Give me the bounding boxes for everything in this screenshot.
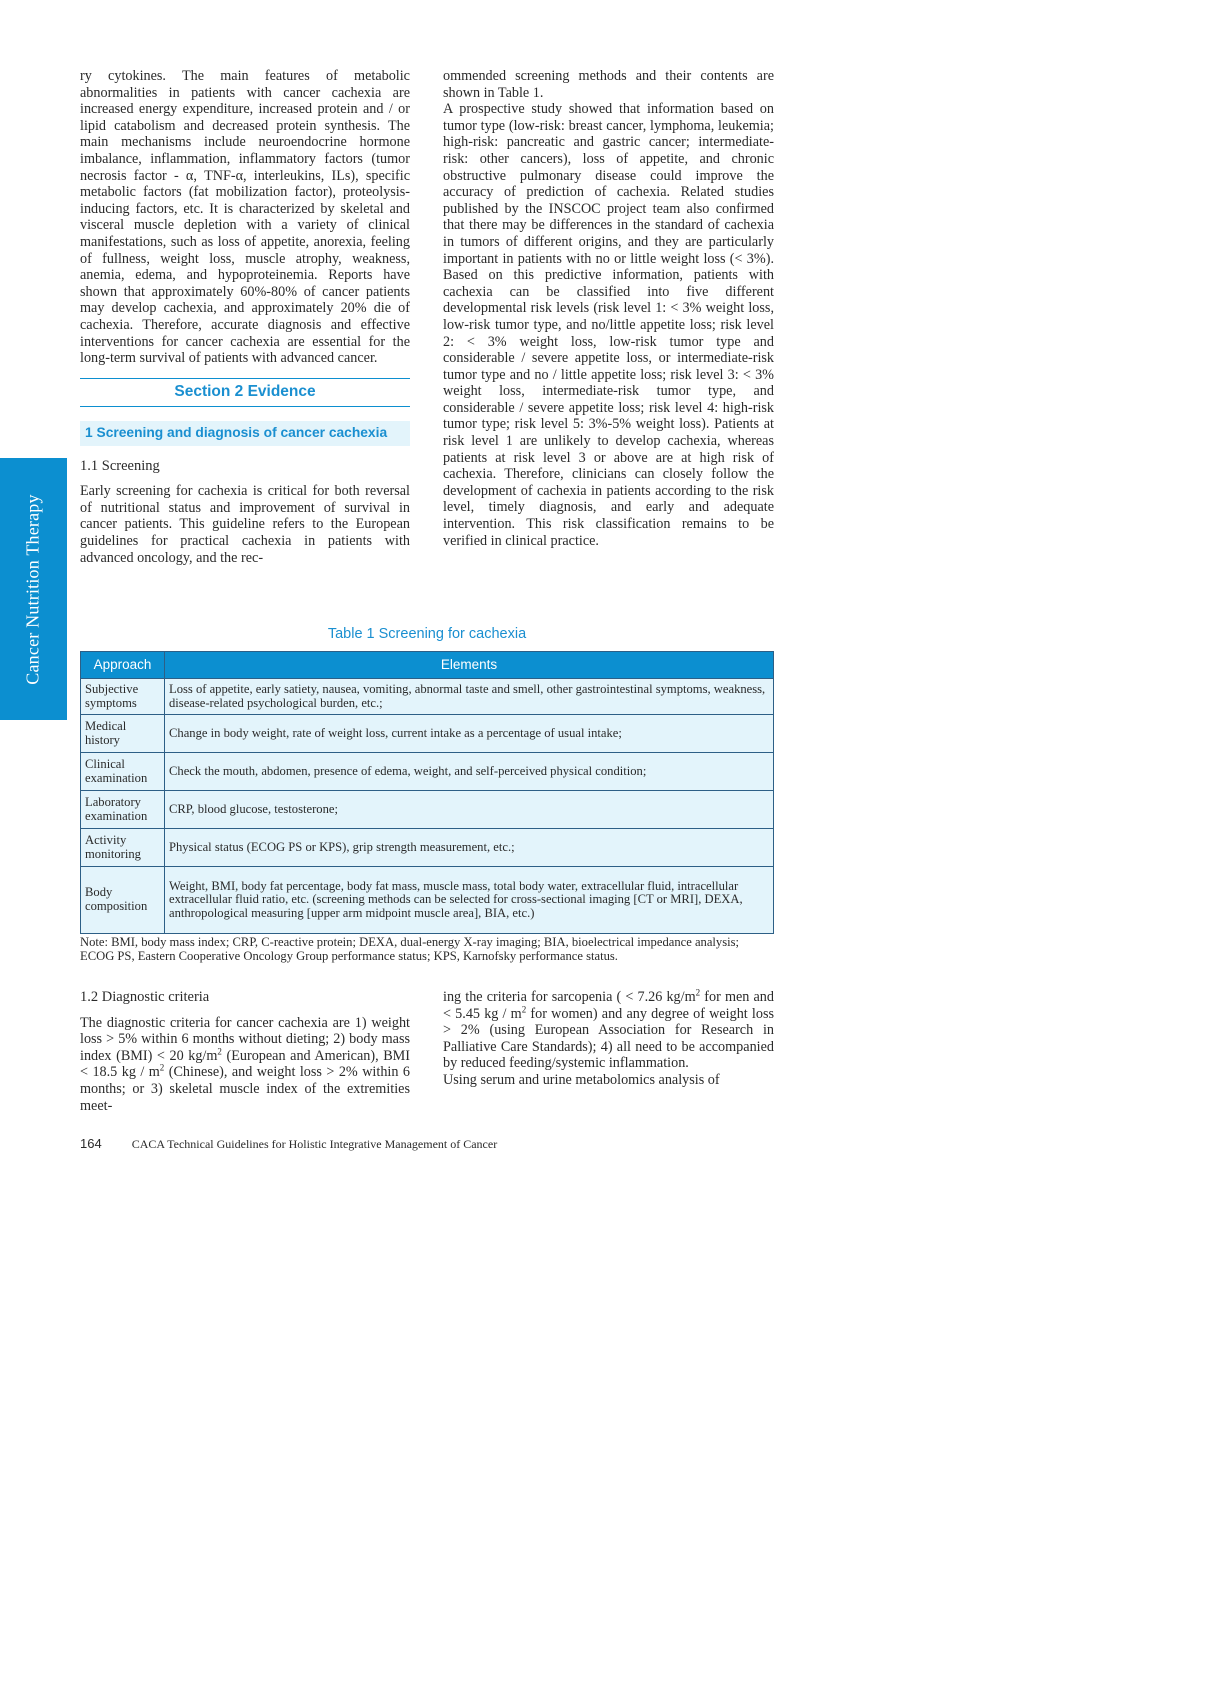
table-row — [81, 867, 774, 934]
approach-cell: Subjective symptoms — [81, 679, 165, 715]
page-footer — [80, 1136, 497, 1152]
table-header-approach: Approach — [81, 652, 165, 679]
table-title: Table 1 Screening for cachexia — [327, 626, 527, 642]
left-column — [80, 68, 410, 566]
running-title: CACA Technical Guidelines for Holistic Integrative Management of Cancer — [131, 1137, 498, 1151]
approach-cell: Body composition — [81, 867, 165, 934]
metabolomics-paragraph: Using serum and urine metabolomics analysis of — [443, 1071, 720, 1088]
risk-paragraph: A prospective study showed that information based on tumor type (low-risk: breast cancer, lymphoma, leukemia; high-risk: pancreatic and gastric cancer; intermediate-risk: other cancers), loss of appetite, and chronic obstructive pulmonary disease could improve the accuracy of prediction of cachexia. Related studies published by the INSCOC project team also confirmed that there may be differences in the standard of cachexia in tumors of different origins, and they are particularly important in patients with no or little weight loss (< 3%). Based on this predictive information, patients with cachexia can be classified into five different developmental risk levels (risk level 1: < 3% weight loss, low-risk tumor type, and no/little appetite loss; risk level 2: < 3% weight loss, low-risk tumor type and considerable / severe appetite loss, or intermediate-risk tumor type and no / little appetite loss; risk level 3: < 3% weight loss, intermediate-risk tumor type, and considerable / severe appetite loss; risk level 4: high-risk tumor type; risk level 5: 3%-5% weight loss). Patients at risk level 1 are unlikely to develop cachexia, whereas patients at risk level 3 or above are at high risk of cachexia. Therefore, clinicians can closely follow the development of cachexia in patients according to the risk level, timely diagnosis, and early and adequate intervention. This risk classification remains to be verified in clinical practice. — [443, 101, 774, 549]
diagnostic-heading: 1.2 Diagnostic criteria — [80, 989, 210, 1005]
table-header-row — [81, 652, 774, 679]
superscript: 2 — [159, 1062, 165, 1073]
approach-cell: Activity monitoring — [81, 829, 165, 867]
table-row — [81, 679, 774, 715]
superscript: 2 — [217, 1046, 222, 1057]
approach-cell: Medical history — [81, 715, 165, 753]
page-number: 164 — [80, 1136, 102, 1151]
diagnostic-paragraph — [80, 1015, 410, 1115]
right-column — [443, 68, 774, 549]
superscript: 2 — [695, 987, 701, 998]
elements-cell: CRP, blood glucose, testosterone; — [165, 791, 774, 829]
side-tab-label: Cancer Nutrition Therapy — [23, 493, 44, 685]
section-heading: Section 2 Evidence — [80, 378, 410, 407]
table-note: Note: BMI, body mass index; CRP, C-reactive protein; DEXA, dual-energy X-ray imaging; BIA, bioelectrical impedance analysis; ECOG PS, Eastern Cooperative Oncology Group performance status; KPS, Karnofsky performance status. — [80, 935, 740, 963]
table-row — [81, 791, 774, 829]
diag-text-a: The diagnostic criteria for cancer cachexia are 1) weight loss > 5% within 6 months without dieting; 2) body mass index (BMI) < 20 kg/m — [80, 1014, 410, 1064]
superscript: 2 — [521, 1003, 527, 1014]
intro-paragraph: ry cytokines. The main features of metabolic abnormalities in patients with cancer cachexia are increased energy expenditure, increased protein and / or lipid catabolism and decreased protein synthesis. The main mechanisms include neuroendocrine hormone imbalance, inflammation, inflammatory factors (tumor necrosis factor - α, TNF-α, interleukins, ILs), specific metabolic factors (fat mobilization factor), proteolysis-inducing factors, etc. It is characterized by skeletal and visceral muscle depletion with a variety of clinical manifestations, such as loss of appetite, anorexia, feeling of fullness, weight loss, muscle atrophy, weakness, anemia, edema, and hypoproteinemia. Reports have shown that approximately 60%-80% of cancer patients may develop cachexia, and approximately 20% die of cachexia. Therefore, accurate diagnosis and effective interventions for cancer cachexia are essential for the long-term survival of patients with advanced cancer. — [80, 68, 410, 367]
table-header-elements: Elements — [165, 652, 774, 679]
sarc-text-b: for men and < 5.45 kg / m — [443, 989, 774, 1022]
table-row — [81, 829, 774, 867]
elements-cell: Weight, BMI, body fat percentage, body fat mass, muscle mass, total body water, extracellular fluid, intracellular extracellular fluid ratio, etc. (screening methods can be selected for cross-sectional imaging [CT or MRI], DEXA, anthropological measuring [upper arm midpoint muscle area], BIA, etc.) — [165, 867, 774, 934]
approach-cell: Clinical examination — [81, 753, 165, 791]
elements-cell: Check the mouth, abdomen, presence of edema, weight, and self-perceived physical condition; — [165, 753, 774, 791]
approach-cell: Laboratory examination — [81, 791, 165, 829]
table-row — [81, 753, 774, 791]
screening-paragraph: Early screening for cachexia is critical for both reversal of nutritional status and improvement of survival in cancer patients. This guideline refers to the European guidelines for practical cachexia in patients with advanced oncology, and the rec- — [80, 483, 410, 566]
left-column-lower — [80, 989, 410, 1114]
elements-cell: Physical status (ECOG PS or KPS), grip strength measurement, etc.; — [165, 829, 774, 867]
sarcopenia-paragraph — [443, 989, 774, 1072]
diag-text-b: (European and American), BMI < 18.5 kg / m — [80, 1047, 410, 1081]
right-column-lower — [443, 989, 774, 1089]
elements-cell: Change in body weight, rate of weight loss, current intake as a percentage of usual intake; — [165, 715, 774, 753]
elements-cell: Loss of appetite, early satiety, nausea, vomiting, abnormal taste and smell, other gastrointestinal symptoms, weakness, disease-related psychological burden, etc.; — [165, 679, 774, 715]
sarc-text-c: for women) and any degree of weight loss > 2% (using European Association for Research in Palliative Care Standards); 4) all need to be accompanied by reduced feeding/systemic inflammation. — [443, 1005, 774, 1072]
screening-table — [80, 651, 774, 934]
diag-text-c: (Chinese), and weight loss > 2% within 6 months; or 3) skeletal muscle index of the extremities meet- — [80, 1064, 410, 1114]
screening-heading: 1.1 Screening — [80, 457, 160, 474]
side-tab — [0, 458, 67, 720]
sarc-text-a: ing the criteria for sarcopenia ( < 7.26 kg/m — [443, 989, 696, 1005]
continued-paragraph: ommended screening methods and their contents are shown in Table 1. — [443, 68, 774, 101]
table-row — [81, 715, 774, 753]
subsection-heading: 1 Screening and diagnosis of cancer cachexia — [80, 421, 410, 446]
